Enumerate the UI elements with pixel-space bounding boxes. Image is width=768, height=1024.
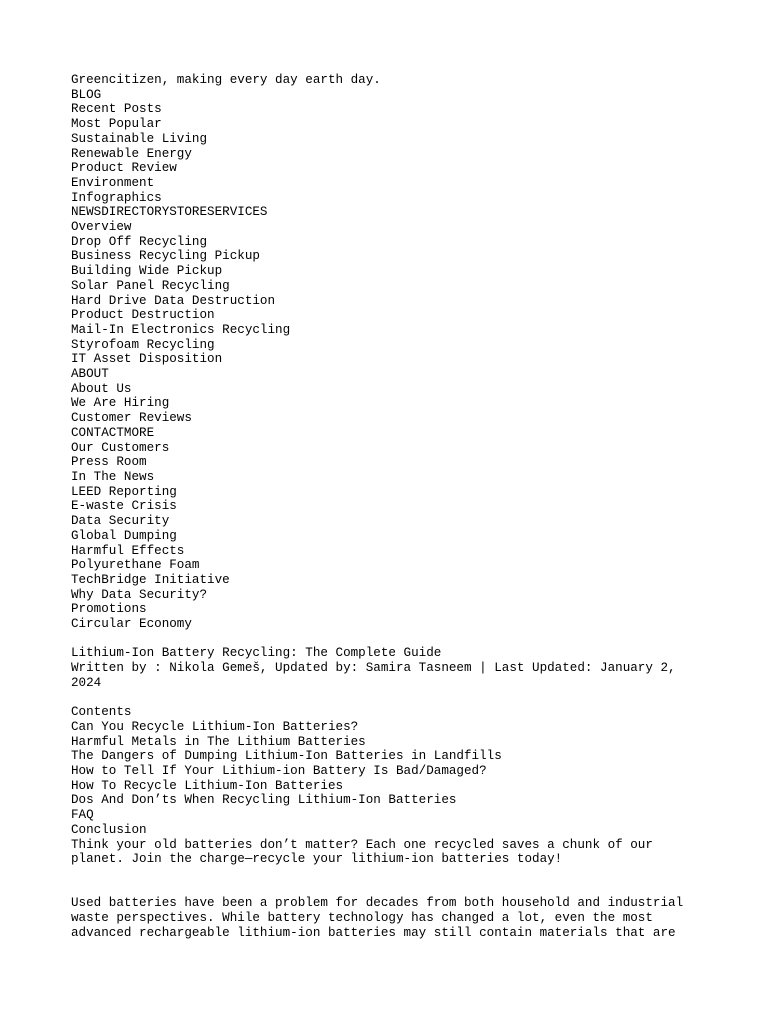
nav-item-hard-drive-data-destruction[interactable]: Hard Drive Data Destruction	[71, 293, 276, 308]
nav-item-business-recycling-pickup[interactable]: Business Recycling Pickup	[71, 249, 260, 264]
nav-blog-heading[interactable]: BLOG	[71, 87, 102, 102]
article-title: Lithium-Ion Battery Recycling: The Complete Guide	[71, 646, 442, 661]
article-callout: Think your old batteries don’t matter? Each one recycled saves a chunk of our planet. Join the charge—recycle your lithium-ion batteries today!	[71, 837, 653, 867]
toc-item-conclusion[interactable]: Conclusion	[71, 822, 147, 837]
toc-item-dos-and-donts[interactable]: Dos And Don’ts When Recycling Lithium-Ion Batteries	[71, 793, 457, 808]
nav-top-links-row[interactable]: NEWSDIRECTORYSTORESERVICES	[71, 205, 268, 220]
article-intro-paragraph: Used batteries have been a problem for decades from both household and industrial waste perspectives. While battery technology has changed a lot, even the most advanced rechargeable lithium-ion batteries may still contain materials that are	[71, 896, 684, 940]
nav-item-product-review[interactable]: Product Review	[71, 161, 177, 176]
toc-item-how-to-recycle[interactable]: How To Recycle Lithium-Ion Batteries	[71, 778, 344, 793]
nav-item-polyurethane-foam[interactable]: Polyurethane Foam	[71, 558, 200, 573]
article-byline: Written by : Nikola Gemeš, Updated by: Samira Tasneem | Last Updated: January 2, 2024	[71, 661, 676, 690]
nav-contact-more-row[interactable]: CONTACTMORE	[71, 425, 155, 440]
nav-item-harmful-effects[interactable]: Harmful Effects	[71, 543, 185, 558]
nav-item-product-destruction[interactable]: Product Destruction	[71, 308, 215, 323]
nav-item-styrofoam-recycling[interactable]: Styrofoam Recycling	[71, 337, 215, 352]
nav-item-e-waste-crisis[interactable]: E-waste Crisis	[71, 499, 177, 514]
toc-item-can-you-recycle[interactable]: Can You Recycle Lithium-Ion Batteries?	[71, 719, 359, 734]
nav-item-press-room[interactable]: Press Room	[71, 455, 147, 470]
nav-item-environment[interactable]: Environment	[71, 175, 155, 190]
nav-item-leed-reporting[interactable]: LEED Reporting	[71, 484, 177, 499]
spacer	[71, 867, 701, 896]
toc-item-harmful-metals[interactable]: Harmful Metals in The Lithium Batteries	[71, 734, 366, 749]
nav-item-we-are-hiring[interactable]: We Are Hiring	[71, 396, 170, 411]
nav-item-promotions[interactable]: Promotions	[71, 602, 147, 617]
nav-item-sustainable-living[interactable]: Sustainable Living	[71, 131, 208, 146]
nav-item-global-dumping[interactable]: Global Dumping	[71, 528, 177, 543]
page-content	[71, 73, 701, 940]
nav-item-renewable-energy[interactable]: Renewable Energy	[71, 146, 192, 161]
nav-item-drop-off-recycling[interactable]: Drop Off Recycling	[71, 234, 208, 249]
nav-item-infographics[interactable]: Infographics	[71, 190, 162, 205]
nav-about-heading[interactable]: ABOUT	[71, 367, 109, 382]
site-tagline-link[interactable]: Greencitizen, making every day earth day.	[71, 73, 381, 87]
spacer	[71, 691, 701, 706]
nav-item-overview[interactable]: Overview	[71, 220, 132, 235]
nav-item-most-popular[interactable]: Most Popular	[71, 117, 162, 132]
nav-item-solar-panel-recycling[interactable]: Solar Panel Recycling	[71, 278, 230, 293]
nav-item-why-data-security[interactable]: Why Data Security?	[71, 587, 208, 602]
nav-item-customer-reviews[interactable]: Customer Reviews	[71, 411, 192, 426]
contents-heading: Contents	[71, 705, 132, 720]
nav-item-techbridge-initiative[interactable]: TechBridge Initiative	[71, 572, 230, 587]
nav-item-it-asset-disposition[interactable]: IT Asset Disposition	[71, 352, 223, 367]
nav-item-in-the-news[interactable]: In The News	[71, 469, 155, 484]
nav-item-mail-in-electronics-recycling[interactable]: Mail-In Electronics Recycling	[71, 322, 291, 337]
toc-item-how-to-tell-bad[interactable]: How to Tell If Your Lithium-ion Battery Is Bad/Damaged?	[71, 764, 487, 779]
nav-item-recent-posts[interactable]: Recent Posts	[71, 102, 162, 117]
toc-item-faq[interactable]: FAQ	[71, 808, 94, 823]
nav-item-our-customers[interactable]: Our Customers	[71, 440, 170, 455]
nav-item-circular-economy[interactable]: Circular Economy	[71, 617, 192, 632]
nav-item-data-security[interactable]: Data Security	[71, 514, 170, 529]
nav-item-about-us[interactable]: About Us	[71, 381, 132, 396]
toc-item-dangers-of-dumping[interactable]: The Dangers of Dumping Lithium-Ion Batteries in Landfills	[71, 749, 502, 764]
nav-item-building-wide-pickup[interactable]: Building Wide Pickup	[71, 264, 223, 279]
spacer	[71, 632, 701, 647]
